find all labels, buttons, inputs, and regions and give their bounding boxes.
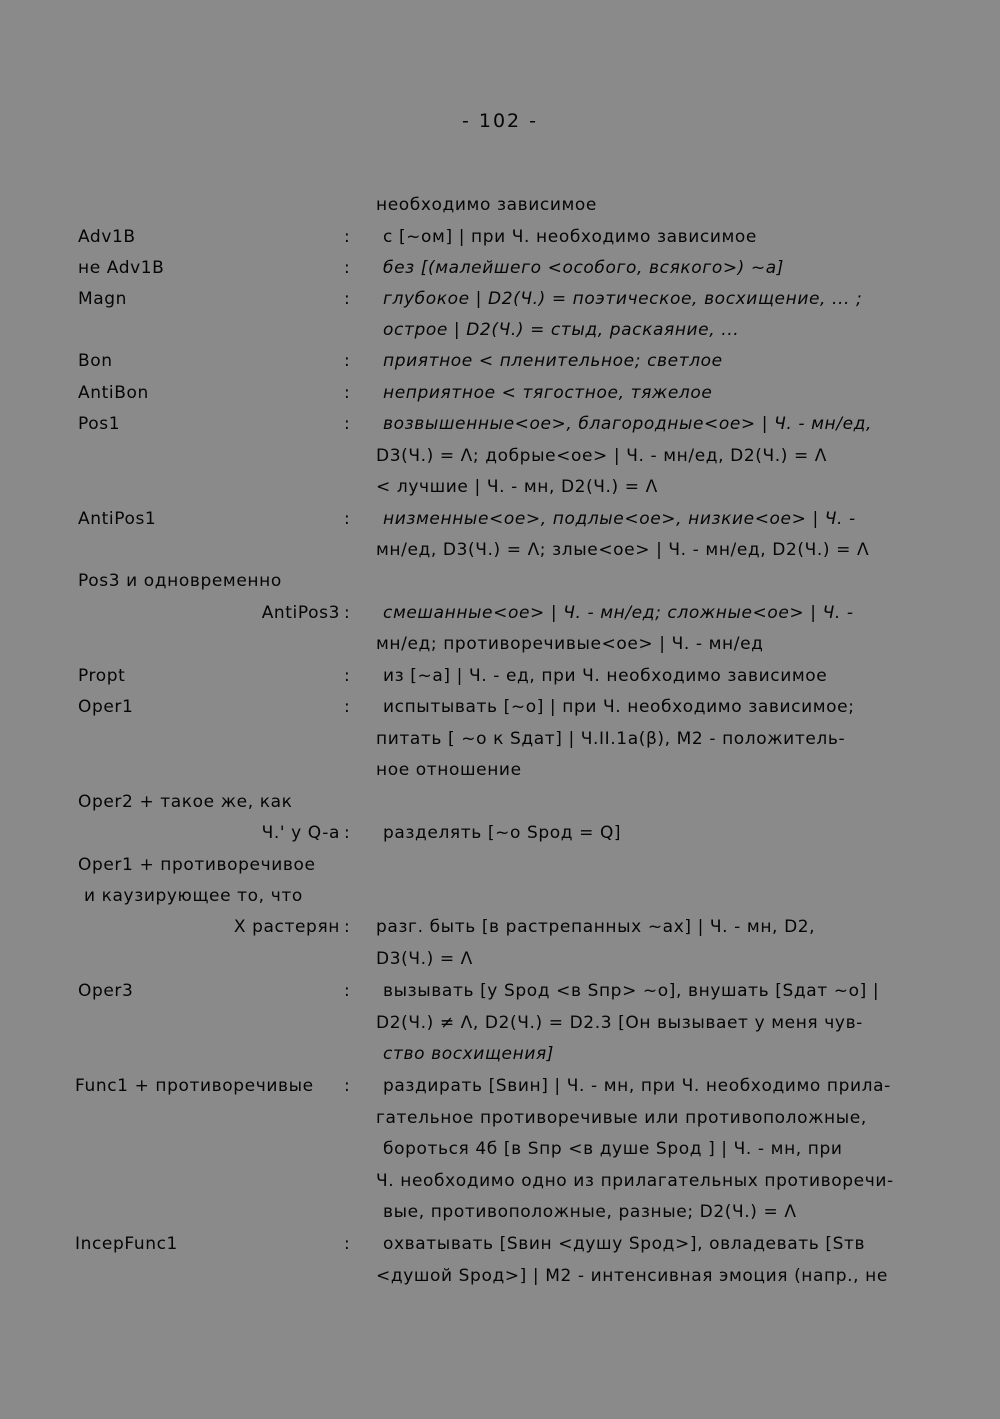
entry-definition: неприятное < тягостное, тяжелое [383,383,713,403]
entry-colon: : [344,414,351,434]
entry-colon: : [344,509,351,529]
entry-definition: смешанные<ое> | Ч. - мн/ед; сложные<ое> | Ч. - [383,603,854,623]
entry-colon: : [344,666,351,686]
entry-colon: : [344,258,351,278]
entry-definition: раздирать [Sвин] | Ч. - мн, при Ч. необходимо прила- [383,1076,891,1096]
entry-definition: острое | D2(Ч.) = стыд, раскаяние, ... [383,320,740,340]
entry-line [0,694,1000,725]
entry-line [0,1168,1000,1199]
entry-definition: ное отношение [376,760,522,780]
entry-line [0,224,1000,255]
entry-line [0,1231,1000,1262]
entry-line [0,820,1000,851]
entry-colon: : [344,603,351,623]
entry-line [0,380,1000,411]
entry-definition: охватывать [Sвин <душу Sрод>], овладевать [Sтв [383,1234,866,1254]
entry-colon: : [344,823,351,843]
entry-line [0,1073,1000,1104]
entry-colon: : [344,981,351,1001]
entry-line [0,568,1000,599]
entry-line [0,443,1000,474]
entry-definition: вые, противоположные, разные; D2(Ч.) = Λ [383,1202,797,1222]
entry-definition: разделять [~о Sрод = Q] [383,823,622,843]
entry-line [0,1199,1000,1230]
entry-line [0,411,1000,442]
entry-definition: бороться 4б [в Sпр <в душе Sрод ] | Ч. - мн, при [383,1139,843,1159]
entry-label: AntiPos3 [261,603,340,623]
entry-colon: : [344,227,351,247]
entry-definition: питать [ ~о к Sдат] | Ч.II.1а(β), M2 - положитель- [376,729,846,749]
entry-definition: глубокое | D2(Ч.) = поэтическое, восхищение, ... ; [383,289,863,309]
entry-definition: D3(Ч.) = Λ [376,949,473,969]
entry-definition: вызывать [у Sрод <в Sпр> ~о], внушать [Sдат ~о] | [383,981,880,1001]
entry-label: Oper2 + такое же, как [78,792,293,812]
entry-definition: < лучшие | Ч. - мн, D2(Ч.) = Λ [376,477,658,497]
entry-colon: : [344,697,351,717]
entry-label: Ч.' у Q-а [261,823,340,843]
entry-colon: : [344,1076,351,1096]
entry-definition: мн/ед; противоречивые<ое> | Ч. - мн/ед [376,634,764,654]
entry-definition: D3(Ч.) = Λ; добрые<ое> | Ч. - мн/ед, D2(Ч.) = Λ [376,446,828,466]
entry-line [0,946,1000,977]
entry-definition: низменные<ое>, подлые<ое>, низкие<ое> | Ч. - [383,509,856,529]
entry-line [0,663,1000,694]
entry-definition: разг. быть [в растрепанных ~ах] | Ч. - мн, D2, [376,917,816,937]
entry-line [0,474,1000,505]
entry-label: AntiBon [78,383,149,403]
entry-label: не Adv1B [78,258,165,278]
entry-line [0,726,1000,757]
entry-label: Oper1 + противоречивое [78,855,316,875]
entry-line [0,978,1000,1009]
entry-definition: мн/ед, D3(Ч.) = Λ; злые<ое> | Ч. - мн/ед, D2(Ч.) = Λ [376,540,870,560]
entry-line [0,1010,1000,1041]
entry-definition: из [~а] | Ч. - ед, при Ч. необходимо зависимое [383,666,828,686]
entry-line [0,883,1000,914]
entry-colon: : [344,917,351,937]
entry-label: AntiPos1 [78,509,157,529]
entry-line [0,1041,1000,1072]
entry-label: Pos1 [78,414,121,434]
entry-line [0,914,1000,945]
entry-definition: без [(малейшего <особого, всякого>) ~а] [383,258,785,278]
entry-colon: : [344,289,351,309]
entry-label: Propt [78,666,126,686]
entry-line [0,317,1000,348]
entry-line [0,537,1000,568]
entry-label: Bon [78,351,113,371]
entry-definition: с [~ом] | при Ч. необходимо зависимое [383,227,757,247]
entry-label: X растерян [233,917,340,937]
entry-line [0,255,1000,286]
entry-line [0,600,1000,631]
entry-line [0,852,1000,883]
entry-label: Oper3 [78,981,134,1001]
entry-definition: <душой Sрод>] | M2 - интенсивная эмоция (напр., не [376,1266,888,1286]
entry-line [0,1263,1000,1294]
entry-definition: Ч. необходимо одно из прилагательных противоречи- [376,1171,894,1191]
entry-definition: испытывать [~о] | при Ч. необходимо зависимое; [383,697,855,717]
entry-label: Pos3 и одновременно [78,571,282,591]
entry-label: Magn [78,289,128,309]
entry-definition: приятное < пленительное; светлое [383,351,723,371]
entry-definition: ство восхищения] [383,1044,555,1064]
entry-line [0,192,1000,223]
entry-label: Adv1B [78,227,136,247]
entry-line [0,757,1000,788]
entry-definition: D2(Ч.) ≠ Λ, D2(Ч.) = D2.3 [Он вызывает у меня чув- [376,1013,863,1033]
entry-line [0,789,1000,820]
entry-label: и каузирующее то, что [84,886,303,906]
entry-definition: необходимо зависимое [376,195,597,215]
entry-label: Func1 + противоречивые [75,1076,314,1096]
entry-line [0,1105,1000,1136]
entry-line [0,631,1000,662]
entry-colon: : [344,383,351,403]
entry-colon: : [344,351,351,371]
entry-definition: гательное противоречивые или противоположные, [376,1108,867,1128]
entry-label: Oper1 [78,697,134,717]
entry-label: IncepFunc1 [75,1234,178,1254]
entry-line [0,1136,1000,1167]
entry-line [0,286,1000,317]
entry-definition: возвышенные<ое>, благородные<ое> | Ч. - мн/ед, [383,414,872,434]
page-number: - 102 - [461,110,539,132]
entry-colon: : [344,1234,351,1254]
entry-line [0,506,1000,537]
entry-line [0,348,1000,379]
